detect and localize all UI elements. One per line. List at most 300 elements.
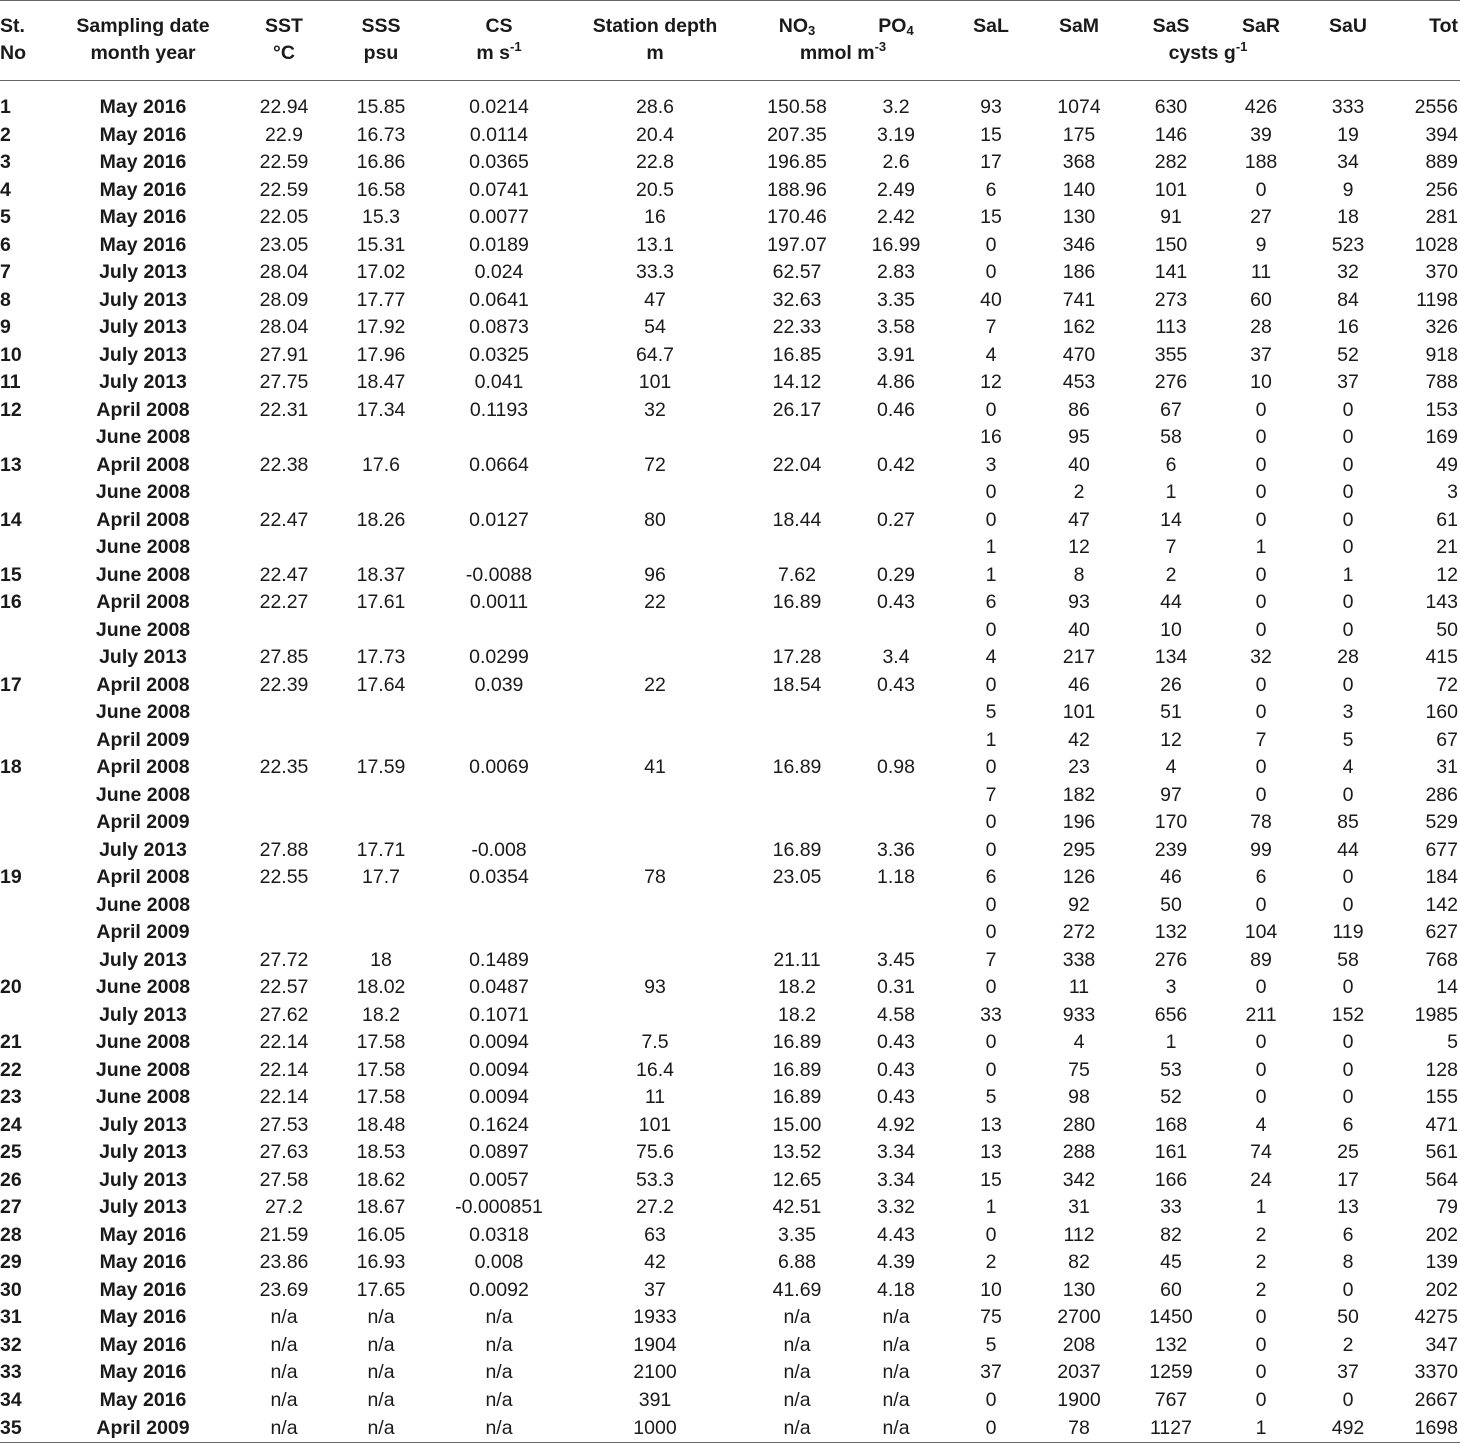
- cell-sar: 37: [1250, 343, 1272, 366]
- cell-sst: 27.2: [265, 1196, 303, 1219]
- cell-tot: 4275: [1414, 1306, 1458, 1329]
- cell-sss: 18.67: [356, 1196, 406, 1219]
- cell-po4: 4.86: [877, 371, 915, 394]
- cell-sss: 17.71: [356, 838, 406, 861]
- cell-station: 25: [0, 1141, 22, 1164]
- cell-station: 24: [0, 1113, 22, 1136]
- cell-sst: 27.75: [259, 371, 309, 394]
- cell-station: 26: [0, 1168, 22, 1191]
- cell-sau: 0: [1342, 1388, 1354, 1411]
- cell-station: 21: [0, 1031, 22, 1054]
- cell-sal: 0: [985, 1223, 997, 1246]
- cell-tot: 529: [1425, 811, 1458, 834]
- table-row: [0, 754, 1460, 782]
- table-row: [0, 424, 1460, 452]
- cell-po4: 16.99: [871, 233, 921, 256]
- cell-no3: [744, 617, 850, 645]
- cell-cs: 0.008: [474, 1251, 524, 1274]
- cell-sss: 17.96: [356, 343, 406, 366]
- cell-date: May 2016: [99, 206, 187, 229]
- cell-cs: 0.0094: [469, 1058, 529, 1081]
- cell-sst: [238, 699, 330, 727]
- cell-sau: 3: [1342, 701, 1354, 724]
- cell-date: April 2008: [96, 508, 190, 531]
- cell-sal: 17: [980, 151, 1002, 174]
- cell-po4: 2.83: [877, 261, 915, 284]
- cell-cs: -0.0088: [465, 563, 533, 586]
- cell-sam: 40: [1068, 618, 1090, 641]
- cell-cs: [432, 809, 566, 837]
- cell-station: [0, 424, 48, 452]
- cell-sss: [330, 892, 432, 920]
- cell-no3: 16.89: [772, 1031, 822, 1054]
- cell-sam: 86: [1068, 398, 1090, 421]
- cell-station: 7: [0, 261, 11, 284]
- cell-sau: 6: [1342, 1113, 1354, 1136]
- table-row: [0, 1002, 1460, 1030]
- cell-po4: [850, 424, 942, 452]
- cell-date: May 2016: [99, 1333, 187, 1356]
- cell-date: June 2008: [95, 481, 191, 504]
- cell-sas: 97: [1160, 783, 1182, 806]
- cell-sss: 16.05: [356, 1223, 406, 1246]
- cell-sst: [238, 892, 330, 920]
- cell-sam: 288: [1062, 1141, 1096, 1164]
- cell-sam: 8: [1073, 563, 1085, 586]
- cell-cs: [432, 782, 566, 810]
- cell-sst: 28.04: [259, 261, 309, 284]
- cell-po4: 3.36: [877, 838, 915, 861]
- cell-depth: 22: [644, 591, 666, 614]
- cell-tot: 889: [1425, 151, 1458, 174]
- cell-cs: 0.0069: [469, 756, 529, 779]
- cell-no3: 16.85: [772, 343, 822, 366]
- cell-no3: 16.89: [772, 591, 822, 614]
- cell-sam: 140: [1062, 178, 1096, 201]
- cell-tot: 79: [1436, 1196, 1458, 1219]
- cell-sar: 0: [1255, 756, 1267, 779]
- cell-sal: 0: [985, 1388, 997, 1411]
- cell-station: 16: [0, 591, 22, 614]
- cell-no3: 21.11: [773, 948, 821, 971]
- cell-no3: 26.17: [772, 398, 822, 421]
- cell-tot: 21: [1436, 536, 1458, 559]
- cell-sar: 39: [1250, 123, 1272, 146]
- cell-sas: 2: [1165, 563, 1177, 586]
- cell-depth: 32: [644, 398, 666, 421]
- cell-sau: 0: [1342, 893, 1354, 916]
- cell-sst: 27.53: [259, 1113, 309, 1136]
- cell-sst: n/a: [270, 1388, 298, 1411]
- cell-sam: 1074: [1057, 96, 1101, 119]
- cell-po4: 4.58: [877, 1003, 915, 1026]
- cell-no3: 16.89: [772, 756, 822, 779]
- table-row: [0, 204, 1460, 232]
- table-body: [0, 94, 1460, 1443]
- cell-tot: 768: [1425, 948, 1458, 971]
- cell-sau: 19: [1337, 123, 1359, 146]
- cell-sss: [330, 424, 432, 452]
- cell-no3: 22.33: [772, 316, 822, 339]
- cell-sal: 6: [985, 591, 997, 614]
- cell-no3: n/a: [783, 1388, 811, 1411]
- cell-sst: [238, 424, 330, 452]
- cell-station: [0, 617, 48, 645]
- nutrient-unit: mmol $m^{-3}$: [744, 40, 942, 81]
- cell-date: June 2008: [95, 893, 191, 916]
- cell-sau: 25: [1337, 1141, 1359, 1164]
- cell-tot: 31: [1436, 756, 1458, 779]
- cell-sst: 22.59: [259, 151, 309, 174]
- cell-station: [0, 699, 48, 727]
- cell-station: [0, 479, 48, 507]
- cell-no3: 18.54: [772, 673, 822, 696]
- table-row: [0, 1414, 1460, 1443]
- cell-sau: 28: [1337, 646, 1359, 669]
- cell-sas: 44: [1160, 591, 1182, 614]
- cell-date: July 2013: [99, 838, 187, 861]
- cell-no3: 7.62: [778, 563, 816, 586]
- cell-sas: 276: [1154, 371, 1188, 394]
- table-row: [0, 1304, 1460, 1332]
- cell-sar: 24: [1250, 1168, 1272, 1191]
- cell-cs: 0.0077: [469, 206, 529, 229]
- cell-sal: 1: [985, 563, 997, 586]
- cell-sst: 23.86: [259, 1251, 309, 1274]
- cell-depth: 16: [644, 206, 666, 229]
- cell-cs: -0.008: [471, 838, 527, 861]
- cell-no3: 62.57: [772, 261, 822, 284]
- cell-sam: 75: [1068, 1058, 1090, 1081]
- cell-station: 8: [0, 288, 11, 311]
- cell-depth: 1904: [633, 1333, 677, 1356]
- cell-po4: n/a: [882, 1388, 910, 1411]
- cell-depth: 47: [644, 288, 666, 311]
- cell-sal: 13: [980, 1141, 1002, 1164]
- cell-sar: 0: [1255, 1058, 1267, 1081]
- cell-po4: 2.6: [882, 151, 910, 174]
- cell-sas: 282: [1154, 151, 1188, 174]
- cell-station: 22: [0, 1058, 22, 1081]
- cell-sst: 22.94: [259, 96, 309, 119]
- cell-sss: 16.58: [356, 178, 406, 201]
- cell-tot: 1985: [1414, 1003, 1458, 1026]
- cell-depth: [566, 837, 744, 865]
- cell-station: 6: [0, 233, 11, 256]
- cell-sss: 18.2: [362, 1003, 400, 1026]
- cell-date: April 2008: [96, 398, 190, 421]
- cell-date: July 2013: [99, 1196, 187, 1219]
- cell-depth: 28.6: [636, 96, 674, 119]
- cell-sam: 78: [1040, 1414, 1118, 1443]
- cell-cs: 0.0487: [469, 976, 529, 999]
- cell-tot: 3: [1447, 481, 1458, 504]
- cell-sau: 37: [1337, 1361, 1359, 1384]
- cell-sss: 18.53: [356, 1141, 406, 1164]
- cell-no3: 197.07: [767, 233, 827, 256]
- cell-date: June 2008: [95, 783, 191, 806]
- cell-sst: 22.38: [259, 453, 309, 476]
- cell-date: May 2016: [99, 233, 187, 256]
- cell-depth: 11: [644, 1086, 666, 1109]
- cell-station: 32: [0, 1333, 22, 1356]
- cell-date: June 2008: [95, 426, 191, 449]
- cell-sar: 10: [1250, 371, 1272, 394]
- cell-cs: 0.0299: [469, 646, 529, 669]
- table-row: [0, 837, 1460, 865]
- cell-sar: 0: [1255, 178, 1267, 201]
- header-row-2: [0, 40, 1460, 81]
- cell-date: July 2013: [99, 646, 187, 669]
- cell-cs: [432, 699, 566, 727]
- cell-cs: [432, 617, 566, 645]
- cell-sau: 17: [1337, 1168, 1359, 1191]
- cell-station: [0, 947, 48, 975]
- cell-depth: 41: [644, 756, 666, 779]
- cell-sau: 84: [1337, 288, 1359, 311]
- cell-po4: [850, 534, 942, 562]
- cell-sar: 2: [1255, 1223, 1267, 1246]
- cell-tot: 561: [1425, 1141, 1458, 1164]
- cell-date: May 2016: [99, 123, 187, 146]
- col-date-subheader: month year: [48, 40, 238, 81]
- table-row: [0, 809, 1460, 837]
- cell-tot: 143: [1425, 591, 1458, 614]
- cell-cs: 0.0094: [469, 1031, 529, 1054]
- cell-no3: 170.46: [767, 206, 827, 229]
- cell-sal: 0: [985, 1031, 997, 1054]
- cell-depth: 16.4: [636, 1058, 674, 1081]
- cell-tot: 627: [1425, 921, 1458, 944]
- cell-po4: 3.34: [877, 1141, 915, 1164]
- cell-sau: 1: [1342, 563, 1354, 586]
- cell-sar: 104: [1244, 921, 1278, 944]
- cell-depth: [566, 1002, 744, 1030]
- cell-depth: 80: [644, 508, 666, 531]
- cell-sau: 18: [1337, 206, 1359, 229]
- cell-sam: 11: [1068, 976, 1090, 999]
- cell-tot: 169: [1425, 426, 1458, 449]
- cell-sas: 67: [1160, 398, 1182, 421]
- cell-cs: 0.0011: [469, 591, 529, 614]
- cell-po4: [850, 479, 942, 507]
- cell-tot: 370: [1425, 261, 1458, 284]
- cell-sau: 523: [1331, 233, 1365, 256]
- cell-tot: 788: [1425, 371, 1458, 394]
- cell-sar: 2: [1255, 1251, 1267, 1274]
- cell-sau: 492: [1298, 1414, 1398, 1443]
- cell-no3: [744, 479, 850, 507]
- cell-cs: 0.1624: [469, 1113, 529, 1136]
- cell-po4: 0.43: [877, 1031, 915, 1054]
- cell-sam: 342: [1062, 1168, 1096, 1191]
- cell-sau: 85: [1337, 811, 1359, 834]
- cell-po4: 2.49: [877, 178, 915, 201]
- cell-cs: 0.0365: [469, 151, 529, 174]
- cell-tot: 394: [1425, 123, 1458, 146]
- table-row: [0, 1332, 1460, 1360]
- cell-no3: [744, 534, 850, 562]
- table-row: [0, 94, 1460, 122]
- cell-sau: 6: [1342, 1223, 1354, 1246]
- cell-depth: 96: [644, 563, 666, 586]
- cell-sau: 0: [1342, 508, 1354, 531]
- cell-sam: 196: [1062, 811, 1096, 834]
- cell-sar: 2: [1255, 1278, 1267, 1301]
- cell-sss: 18.62: [356, 1168, 406, 1191]
- cell-station: 5: [0, 206, 11, 229]
- cell-station: 31: [0, 1306, 22, 1329]
- cell-sam: 2: [1073, 481, 1085, 504]
- cell-sar: 7: [1255, 728, 1267, 751]
- table-row: [0, 699, 1460, 727]
- cell-cs: 0.0325: [469, 343, 529, 366]
- cell-sam: 98: [1068, 1086, 1090, 1109]
- cell-depth: 20.4: [636, 123, 674, 146]
- cell-sal: 0: [985, 508, 997, 531]
- cell-sar: 11: [1250, 261, 1272, 284]
- cell-sar: 1: [1224, 1414, 1298, 1443]
- cell-cs: [432, 919, 566, 947]
- cell-tot: 61: [1436, 508, 1458, 531]
- cell-sal: 10: [980, 1278, 1002, 1301]
- cell-po4: 2.42: [877, 206, 915, 229]
- col-po4-header: $PO_4$: [850, 1, 942, 41]
- cell-sam: 23: [1068, 756, 1090, 779]
- cell-date: May 2016: [99, 151, 187, 174]
- cell-date: June 2008: [95, 976, 191, 999]
- cell-sal: 15: [980, 1168, 1002, 1191]
- col-sst-header: SST: [238, 1, 330, 41]
- cell-sas: 101: [1154, 178, 1188, 201]
- table-row: [0, 452, 1460, 480]
- col-sas-header: SaS: [1118, 1, 1224, 41]
- cell-sas: 51: [1160, 701, 1182, 724]
- cell-sal: 40: [980, 288, 1002, 311]
- cell-tot: 12: [1436, 563, 1458, 586]
- cell-no3: 18.2: [778, 1003, 816, 1026]
- cell-sas: 134: [1154, 646, 1188, 669]
- cell-date: July 2013: [99, 948, 187, 971]
- cell-sas: 52: [1160, 1086, 1182, 1109]
- cell-tot: 471: [1425, 1113, 1458, 1136]
- col-sau-header: SaU: [1298, 1, 1398, 41]
- cell-sam: 95: [1068, 426, 1090, 449]
- cell-sar: 32: [1250, 646, 1272, 669]
- cell-po4: 4.92: [877, 1113, 915, 1136]
- cell-station: [0, 892, 48, 920]
- cell-po4: 3.19: [877, 123, 915, 146]
- cell-sam: 295: [1062, 838, 1096, 861]
- cell-sal: 4: [985, 646, 997, 669]
- table-row: [0, 342, 1460, 370]
- cell-station: [0, 809, 48, 837]
- cell-sst: 22.14: [259, 1086, 309, 1109]
- cell-sal: 0: [985, 1058, 997, 1081]
- cell-sar: 0: [1255, 893, 1267, 916]
- cell-date: April 2009: [96, 728, 190, 751]
- cell-sst: 22.05: [259, 206, 309, 229]
- cell-depth: 2100: [633, 1361, 677, 1384]
- cell-tot: 2556: [1414, 96, 1458, 119]
- cell-station: [0, 837, 48, 865]
- cell-tot: 50: [1436, 618, 1458, 641]
- cell-sau: 4: [1342, 756, 1354, 779]
- cell-sst: 22.55: [259, 866, 309, 889]
- cell-sau: 0: [1342, 453, 1354, 476]
- cell-depth: 13.1: [636, 233, 674, 256]
- cell-no3: 17.28: [772, 646, 822, 669]
- col-station-subheader: No: [0, 40, 48, 81]
- cell-sst: 27.63: [259, 1141, 309, 1164]
- cell-po4: [850, 699, 942, 727]
- table-row: [0, 617, 1460, 645]
- cell-po4: n/a: [882, 1333, 910, 1356]
- cell-station: 28: [0, 1223, 22, 1246]
- cell-date: June 2008: [95, 1086, 191, 1109]
- cell-sst: 27.58: [259, 1168, 309, 1191]
- cell-no3: 3.35: [778, 1223, 816, 1246]
- cell-sam: 2700: [1057, 1306, 1101, 1329]
- cell-sss: 17.58: [356, 1031, 406, 1054]
- cell-station: 11: [0, 371, 21, 394]
- cell-sar: 188: [1244, 151, 1278, 174]
- cell-sss: 17.64: [356, 673, 406, 696]
- cell-po4: 4.18: [877, 1278, 915, 1301]
- table-row: [0, 232, 1460, 260]
- cell-depth: [566, 699, 744, 727]
- cell-sal: 6: [985, 178, 997, 201]
- cell-sst: 22.9: [265, 123, 303, 146]
- cell-depth: 78: [644, 866, 666, 889]
- table-row: [0, 369, 1460, 397]
- cell-sal: 1: [985, 1196, 997, 1219]
- cell-date: May 2016: [99, 178, 187, 201]
- cell-sal: 3: [985, 453, 997, 476]
- cell-sar: 1: [1255, 1196, 1267, 1219]
- cell-station: [0, 1002, 48, 1030]
- cell-depth: 72: [644, 453, 666, 476]
- cell-sss: n/a: [367, 1388, 395, 1411]
- cell-po4: 0.27: [877, 508, 915, 531]
- cell-tot: 202: [1425, 1278, 1458, 1301]
- cell-sst: 22.47: [259, 508, 309, 531]
- cell-cs: 0.0354: [469, 866, 529, 889]
- cell-cs: 0.1489: [469, 948, 529, 971]
- cell-depth: 22: [644, 673, 666, 696]
- cell-sau: 0: [1342, 618, 1354, 641]
- cell-sas: 7: [1165, 536, 1177, 559]
- table-row: [0, 1084, 1460, 1112]
- table-row: [0, 562, 1460, 590]
- cell-station: 17: [0, 673, 22, 696]
- cell-sss: [330, 534, 432, 562]
- cell-sar: 426: [1244, 96, 1278, 119]
- cell-tot: 128: [1425, 1058, 1458, 1081]
- cell-station: 27: [0, 1196, 22, 1219]
- cell-po4: 0.43: [877, 1058, 915, 1081]
- cell-station: 10: [0, 343, 22, 366]
- cell-depth: 101: [638, 371, 672, 394]
- cell-sar: 0: [1255, 1306, 1267, 1329]
- cell-date: May 2016: [99, 1223, 187, 1246]
- cell-sau: 0: [1342, 673, 1354, 696]
- cell-sas: 141: [1154, 261, 1188, 284]
- cell-po4: 0.43: [877, 673, 915, 696]
- cell-sss: 16.73: [356, 123, 406, 146]
- cell-sas: 4: [1165, 756, 1177, 779]
- col-cs-header: CS: [432, 1, 566, 41]
